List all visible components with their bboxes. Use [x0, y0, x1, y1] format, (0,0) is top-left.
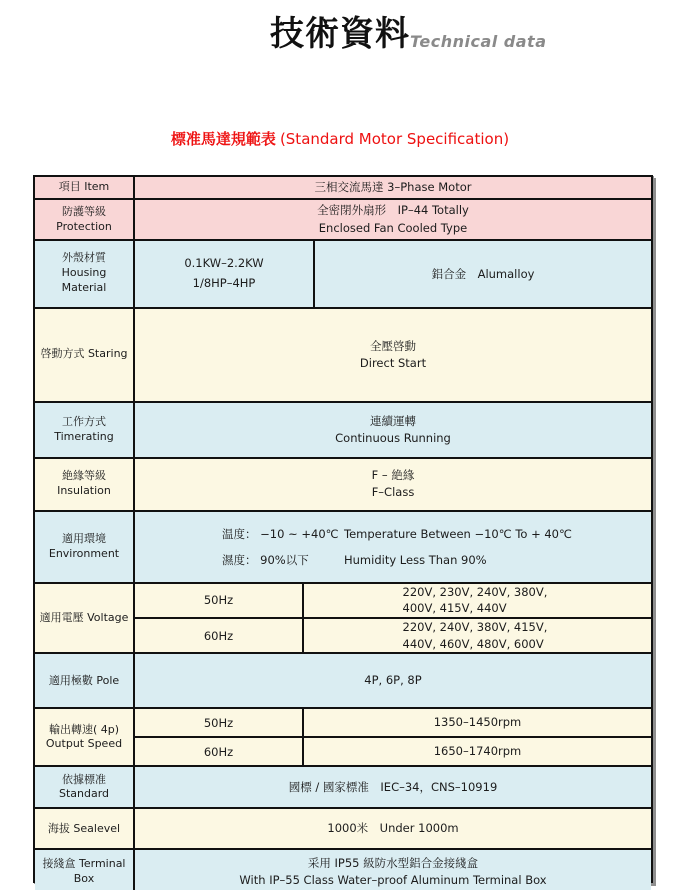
freq-60hz: 60Hz — [135, 619, 304, 652]
row-starting — [35, 309, 651, 403]
speed-60hz-value — [304, 738, 651, 765]
row-insulation-value — [135, 459, 651, 510]
row-sealevel — [35, 809, 651, 850]
label-en: Housing Material — [61, 266, 107, 295]
spec-table — [33, 175, 653, 887]
humidity-zh: 濕度： 90%以下 — [222, 552, 309, 567]
subtitle-english: (Standard Motor Specification) — [279, 130, 510, 148]
row-pole-value: 4P, 6P, 8P — [364, 673, 422, 688]
row-protection-value — [135, 200, 651, 239]
value-line1: 采用 IP55 級防水型鋁合金接綫盒 — [307, 855, 479, 870]
speed-50hz-value — [304, 709, 651, 736]
value-line2: F–Class — [371, 485, 415, 500]
label-zh: 接綫盒 — [42, 857, 76, 871]
power-kw: 0.1KW–2.2KW — [184, 256, 264, 271]
label-zh: 輸出轉速( 4p) — [48, 722, 120, 736]
voltage-50hz-values — [304, 584, 651, 617]
row-voltage-label — [35, 584, 135, 653]
temperature-line — [222, 526, 651, 542]
freq-50hz: 50Hz — [135, 709, 304, 736]
speed-subrows — [135, 709, 651, 765]
label-zh: 防護等級 — [62, 204, 106, 218]
label-zh: 工作方式 — [62, 414, 106, 428]
value-line1: F – 絶緣 — [371, 468, 415, 482]
label-zh: 適用電壓 — [39, 610, 84, 624]
label-en: Timerating — [54, 429, 114, 443]
subtitle-chinese: 標准馬達規範表 — [170, 130, 276, 148]
row-standard-value: 國標 / 國家標准 IEC–34，CNS–10919 — [288, 779, 498, 794]
label-en: Terminal Box — [73, 857, 126, 885]
label-zh: 啓動方式 — [40, 347, 85, 361]
value-line2: Direct Start — [359, 355, 427, 370]
label-zh: 外殼材質 — [62, 251, 106, 265]
row-housing-label — [35, 241, 135, 307]
label-zh: 依據標准 — [62, 772, 106, 786]
label-en: Pole — [96, 673, 120, 687]
page-title-english: Technical data — [410, 32, 547, 51]
row-starting-label — [35, 309, 135, 401]
temperature-en: Temperature Between −10℃ To + 40℃ — [344, 526, 572, 541]
page-title — [0, 6, 680, 56]
row-timerating-value — [135, 403, 651, 457]
label-zh: 海拔 — [47, 821, 70, 835]
row-housing-power-range — [135, 241, 315, 307]
row-insulation-label — [35, 459, 135, 510]
row-terminal-box-label — [35, 850, 135, 890]
power-hp: 1/8HP–4HP — [192, 275, 256, 290]
value-line1: 連續運轉 — [369, 413, 416, 428]
table-subtitle — [0, 128, 680, 149]
page-title-chinese: 技術資料 — [270, 14, 410, 54]
row-environment — [35, 512, 651, 584]
humidity-line — [222, 552, 651, 568]
row-terminal-box-value — [135, 850, 651, 890]
row-output-speed — [35, 709, 651, 767]
row-timerating-label — [35, 403, 135, 457]
row-environment-label — [35, 512, 135, 582]
label-zh: 適用環境 — [62, 531, 106, 545]
voltage-subrows — [135, 584, 651, 653]
label-en: Environment — [48, 546, 120, 560]
row-voltage — [35, 584, 651, 655]
label-en: Output Speed — [45, 737, 123, 751]
freq-60hz: 60Hz — [135, 738, 304, 765]
voltage-60hz-row — [135, 619, 651, 652]
row-standard — [35, 767, 651, 809]
row-protection-label — [35, 200, 135, 239]
label-en: Protection — [56, 219, 112, 233]
value-line1: 全壓啓動 — [370, 338, 416, 353]
row-item-label — [35, 177, 135, 198]
label-en: Standard — [58, 787, 110, 801]
speed-60hz-row — [135, 738, 651, 765]
freq-50hz: 50Hz — [135, 584, 304, 617]
label-zh: 絶緣等級 — [62, 469, 106, 483]
label-zh: 適用極數 — [48, 673, 93, 687]
row-item — [35, 177, 651, 200]
row-protection — [35, 200, 651, 241]
value-line1: 全密閉外扇形 IP–44 Totally — [317, 203, 469, 218]
row-starting-value — [135, 309, 651, 401]
row-housing-material: 鋁合金 Alumalloy — [431, 266, 535, 281]
speed-50hz-row — [135, 709, 651, 738]
value-line1: 220V, 230V, 240V, 380V, — [402, 584, 548, 599]
label-en: Item — [84, 180, 110, 194]
value-line2: 400V, 415V, 440V — [402, 601, 507, 616]
label-en: Insulation — [57, 484, 111, 498]
value-line2: With IP–55 Class Water–proof Aluminum Terminal Box — [239, 872, 547, 887]
row-pole-label — [35, 654, 135, 707]
row-item-value: 三相交流馬達 3–Phase Motor — [314, 180, 472, 194]
voltage-60hz-values — [304, 619, 651, 652]
row-sealevel-value: 1000米 Under 1000m — [327, 821, 459, 836]
rpm-value: 1350–1450rpm — [433, 715, 522, 730]
row-pole — [35, 654, 651, 709]
rpm-value: 1650–1740rpm — [433, 744, 522, 759]
label-en: Staring — [87, 347, 128, 361]
label-en: Voltage — [87, 610, 129, 624]
row-sealevel-label — [35, 809, 135, 848]
value-line2: Continuous Running — [335, 430, 451, 445]
value-line2: 440V, 460V, 480V, 600V — [402, 636, 544, 651]
row-housing — [35, 241, 651, 309]
row-environment-value — [135, 512, 651, 582]
row-timerating — [35, 403, 651, 459]
label-en: Sealevel — [73, 821, 121, 835]
temperature-zh: 温度： −10 ~ +40℃ — [222, 526, 339, 541]
value-line2: Enclosed Fan Cooled Type — [318, 220, 468, 235]
label-zh: 項目 — [58, 180, 81, 194]
voltage-50hz-row — [135, 584, 651, 619]
row-output-speed-label — [35, 709, 135, 765]
humidity-en: Humidity Less Than 90% — [344, 552, 487, 567]
row-standard-label — [35, 767, 135, 807]
row-insulation — [35, 459, 651, 512]
value-line1: 220V, 240V, 380V, 415V, — [402, 620, 548, 635]
row-terminal-box — [35, 850, 651, 890]
